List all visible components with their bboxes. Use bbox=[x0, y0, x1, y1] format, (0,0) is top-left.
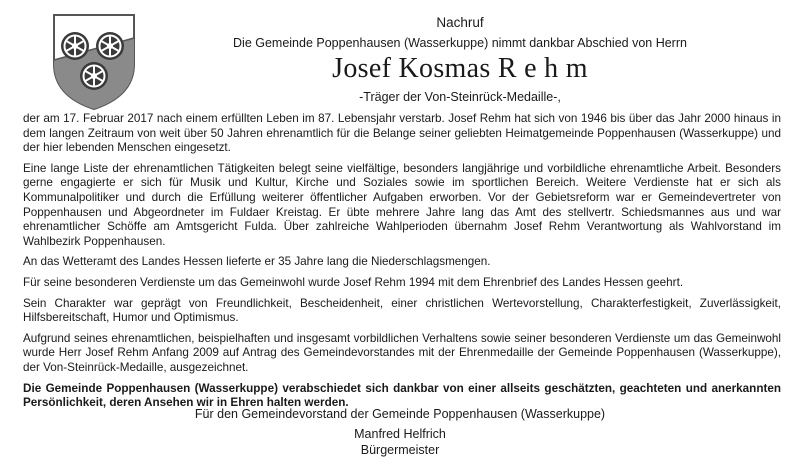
paragraph: Eine lange Liste der ehrenamtlichen Tätigkeiten belegt seine vielfältige, besonders langjährige und vorbildliche ehrenamtliche Arbeit. Besonders gerne engagierte er sich für Musik und Kultur, Kirche und Soziales sowie im sportlichen Bereich. Weitere Verdienste hat er sich als Kommunalpolitiker und durch die Erfüllung weiterer öffentlicher Aufgaben erworben. Vor der Gebietsreform war er Gemeindevertreter von Poppenhausen und Abgeordneter im Fuldaer Kreistag. Er übte mehrere Jahre lang das Amt des stellvertr. Schiedsmannes aus und war ehrenamtlicher Schöffe am Amtsgericht Fulda. Über zahlreiche Wahlperioden übernahm Josef Rehm Verantwortung als Wahlvorstand im Wahlbezirk Poppenhausen. bbox=[23, 161, 781, 248]
closing-block bbox=[0, 406, 800, 458]
paragraph: Sein Charakter war geprägt von Freundlichkeit, Bescheidenheit, einer christlichen Wertevorstellung, Charakterfestigkeit, Zuverlässigkeit, Hilfsbereitschaft, Humor und Optimismus. bbox=[23, 296, 781, 325]
paragraph: der am 17. Februar 2017 nach einem erfüllten Leben im 87. Lebensjahr verstarb. Josef Rehm hat sich von 1946 bis über das Jahr 2000 hinaus in dem langen Zeitraum von weit über 50 Jahren ehrenamtlich für die Belange seiner geliebten Heimatgemeinde Poppenhausen (Wasserkuppe) und der hier lebenden Menschen eingesetzt. bbox=[23, 112, 781, 155]
deceased-name: Josef Kosmas R e h m bbox=[332, 53, 588, 84]
intro-line: Die Gemeinde Poppenhausen (Wasserkuppe) nimmt dankbar Abschied von Herrn bbox=[233, 36, 687, 50]
closing-line: Für den Gemeindevorstand der Gemeinde Poppenhausen (Wasserkuppe) bbox=[194, 407, 606, 421]
signer-title: Bürgermeister bbox=[360, 443, 440, 457]
coat-of-arms-icon bbox=[50, 12, 138, 112]
award-line: -Träger der Von-Steinrück-Medaille-, bbox=[359, 90, 561, 104]
signer-name: Manfred Helfrich bbox=[354, 427, 446, 441]
paragraph: Aufgrund seines ehrenamtlichen, beispielhaften und insgesamt vorbildlichen Verhaltens sowie seiner besonderen Verdienste um das Gemeinwohl wurde Herr Josef Rehm Anfang 2009 auf Antrag des Gemeindevorstandes mit der Ehrenmedaille der Gemeinde Poppenhausen (Wasserkuppe), der Von-Steinrück-Medaille, ausgezeichnet. bbox=[23, 331, 781, 374]
farewell-paragraph: Die Gemeinde Poppenhausen (Wasserkuppe) verabschiedet sich dankbar von einer allseits geschätzten, geachteten und anerkannten Persönlichkeit, deren Ansehen wir in Ehren halten werden. bbox=[23, 381, 781, 410]
obituary-header bbox=[150, 14, 770, 105]
paragraph: An das Wetteramt des Landes Hessen lieferte er 35 Jahre lang die Niederschlagsmengen. bbox=[23, 255, 491, 269]
heading: Nachruf bbox=[436, 15, 484, 30]
paragraph: Für seine besonderen Verdienste um das Gemeinwohl wurde Josef Rehm 1994 mit dem Ehrenbrief des Landes Hessen geehrt. bbox=[23, 275, 684, 289]
obituary-body bbox=[23, 112, 781, 417]
